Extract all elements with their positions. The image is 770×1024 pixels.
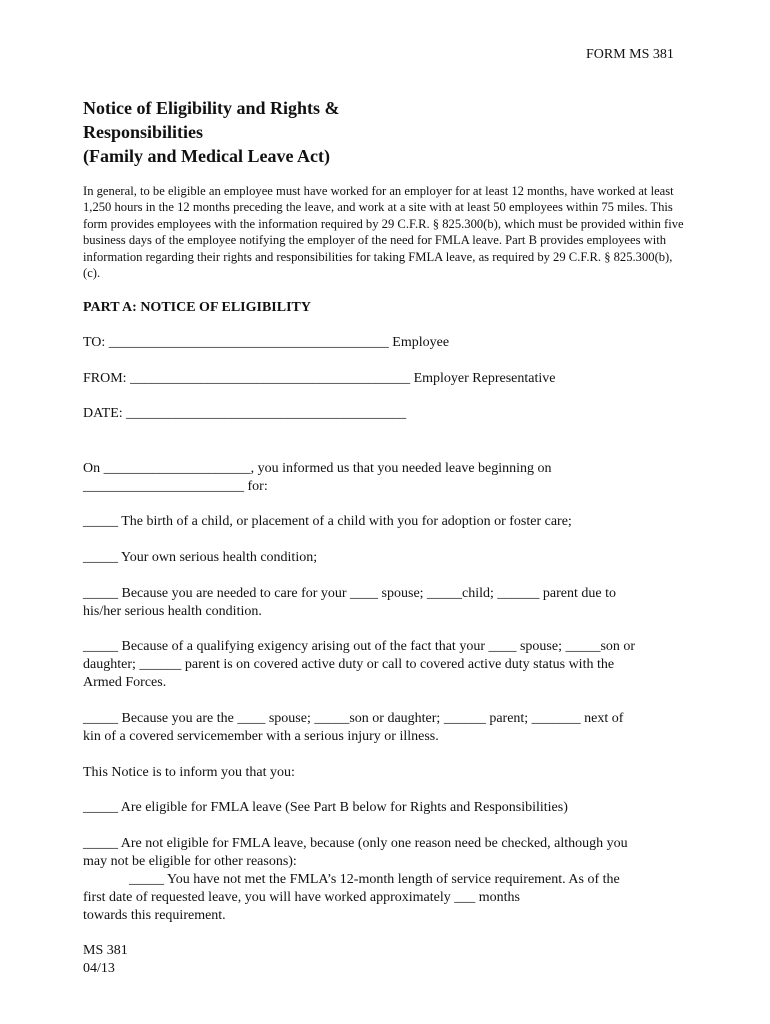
to-line: TO: ________________________________________ Employee <box>83 335 450 350</box>
not-eligible-option <box>83 835 683 925</box>
leave-request-line-2: _______________________ for: <box>83 479 268 494</box>
reason-birth: _____ The birth of a child, or placement of a child with you for adoption or foster care; <box>83 514 572 529</box>
reason-family-care-line-1: _____ Because you are needed to care for your ____ spouse; _____child; ______ parent due to <box>83 586 617 601</box>
page-footer <box>83 942 128 978</box>
footer-form-number: MS 381 <box>83 943 128 958</box>
part-a-heading: PART A: NOTICE OF ELIGIBILITY <box>83 300 311 315</box>
reason-exigency-line-2: daughter; ______ parent is on covered active duty or call to covered active duty status with the <box>83 657 615 672</box>
intro-paragraph: In general, to be eligible an employee must have worked for an employer for at least 12 months, have worked at least 1,250 hours in the 12 months preceding the leave, and work at a site with at least 50 employees within 75 miles. This form provides employees with the information required by 29 C.F.R. § 825.300(b), which must be provided within five business days of the employee notifying the employer of the need for FMLA leave. Part B provides employees with information regarding their rights and responsibilities for taking FMLA leave, as required by 29 C.F.R. § 825.300(b), (c). <box>83 184 684 281</box>
leave-request-line-1: On _____________________, you informed us that you needed leave beginning on <box>83 461 552 476</box>
service-requirement-line-3: towards this requirement. <box>83 908 226 923</box>
leave-request-paragraph <box>83 460 683 496</box>
service-requirement-line-1 <box>83 871 683 889</box>
reason-family-care <box>83 585 683 621</box>
title-line-2: Responsibilities <box>83 122 204 142</box>
reason-servicemember <box>83 710 683 746</box>
reason-exigency <box>83 638 683 692</box>
reason-exigency-line-3: Armed Forces. <box>83 675 167 690</box>
service-requirement-line-2: first date of requested leave, you will have worked approximately ___ months <box>83 890 520 905</box>
service-requirement-text-1: _____ You have not met the FMLA’s 12-month length of service requirement. As of the <box>129 872 620 887</box>
eligible-option: _____ Are eligible for FMLA leave (See Part B below for Rights and Responsibilities) <box>83 800 568 815</box>
not-eligible-line-1: _____ Are not eligible for FMLA leave, because (only one reason need be checked, although you <box>83 836 628 851</box>
reason-family-care-line-2: his/her serious health condition. <box>83 604 262 619</box>
title-line-1: Notice of Eligibility and Rights & <box>83 98 340 118</box>
form-id: FORM MS 381 <box>586 47 674 62</box>
from-line: FROM: ________________________________________ Employer Representative <box>83 371 556 386</box>
title-line-3: (Family and Medical Leave Act) <box>83 146 330 166</box>
reason-servicemember-line-1: _____ Because you are the ____ spouse; _____son or daughter; ______ parent; _______ next of <box>83 711 624 726</box>
reason-own-health: _____ Your own serious health condition; <box>83 550 318 565</box>
reason-exigency-line-1: _____ Because of a qualifying exigency arising out of the fact that your ____ spouse; _____son or <box>83 639 636 654</box>
footer-date: 04/13 <box>83 961 115 976</box>
document-title <box>83 96 503 168</box>
notice-intro: This Notice is to inform you that you: <box>83 765 295 780</box>
date-line: DATE: ________________________________________ <box>83 406 407 421</box>
not-eligible-line-2: may not be eligible for other reasons): <box>83 854 297 869</box>
reason-servicemember-line-2: kin of a covered servicemember with a serious injury or illness. <box>83 729 439 744</box>
